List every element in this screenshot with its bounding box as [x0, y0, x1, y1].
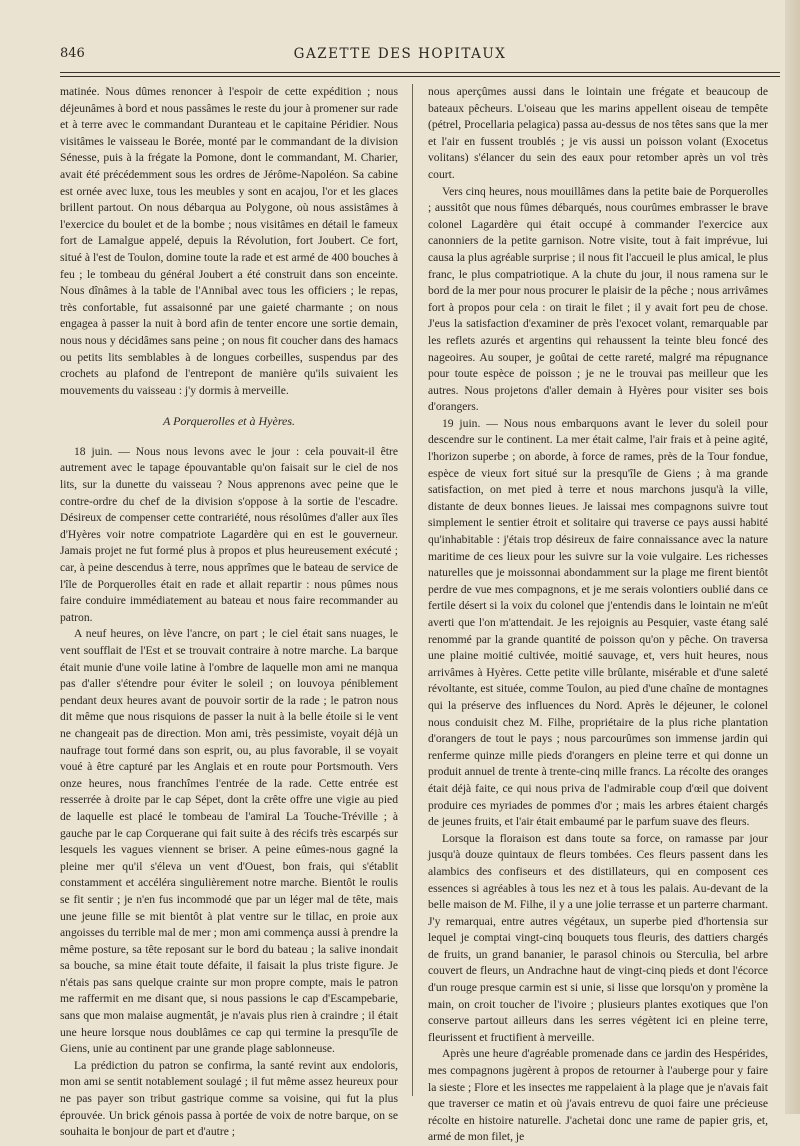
left-paragraph-2: 18 juin. — Nous nous levons avec le jour : cela pouvait-il être autrement avec le tapage épouvantable qu'on faisait sur le ciel de nos lits, sur la dunette du vaisseau ? Nous apprenons avec peine que le contre-ordre du chef de la division s'oppose à la sortie de l'escadre. Désireux de compenser cette contrariété, nous résolûmes d'aller aux îles d'Hyères voir notre compatriote Lagardère qui en est le gouverneur. Jamais projet ne fut formé plus à propos et plus heureusement exécuté ; car, à peine descendus à terre, nous apprîmes que le bateau de service de l'île de Porquerolles était en rade et allait repartir : nous pûmes nous faire conduire immédiatement au bateau et nous faire recommander au patron.: [60, 444, 398, 624]
header-rule-top: [60, 72, 780, 73]
right-paragraph-5: Après une heure d'agréable promenade dans ce jardin des Hespérides, mes compagnons jugèrent à propos de retourner à l'auberge pour y faire la sieste ; Flore et les insectes me rappelaient à la plage que je n'avais fait que traverser ce matin et où j'avais entrevu de quoi faire une précieuse récolte en histoire naturelle. J'achetai donc une rame de papier gris, et, armé de mon filet, je: [428, 1047, 768, 1144]
section-title: A Porquerolles et à Hyères.: [162, 414, 296, 429]
left-paragraph-4: La prédiction du patron se confirma, la santé revint aux endoloris, mon ami se sentit notablement soulagé ; il fut même assez heureux pour ne pas payer son tribut gastrique comme sa voisine, qui fut la plus éprouvée. Un brick génois passa à portée de voix de notre barque, on se souhaita le bonjour de part et d'autre ;: [60, 1058, 398, 1139]
page-number: 846: [60, 46, 85, 61]
right-column: [428, 84, 768, 1146]
running-head-title: GAZETTE DES HOPITAUX: [293, 46, 507, 62]
left-column: [60, 84, 398, 1141]
right-paragraph-3: 19 juin. — Nous nous embarquons avant le lever du soleil pour descendre sur le continent. La mer était calme, l'air frais et à peine agité, l'horizon superbe ; on aborde, à force de rames, près de la Tour fondue, espèce de vieux fort situé sur la presqu'île de Giens ; à ma grande satisfaction, on met pied à terre et nous marchons jusqu'à la ville, distante de deux bonnes lieues. Je laissai mes compagnons suivre tout simplement le sentier étroit et solitaire qui traverse ce pays aussi habité qu'inhabitable : j'étais trop désireux de faire connaissance avec la nature maritime de ces lieux pour les suivre sur la voie vulgaire. Les richesses naturelles que je moissonnai abondamment sur la plage me firent bientôt perdre de vue mes compagnons, et je me serais volontiers oublié dans ce fertile désert si la voix du colonel que j'entendis dans le lointain ne m'eût averti que l'on m'attendait. Je les rejoignis au Pesquier, vaste étang salé renommé par la grande quantité de poisson qu'on y pêche. On traversa une plaine moitié cultivée, moitié sauvage, et, vers huit heures, nous arrivâmes à Hyères. Cette petite ville brûlante, misérable et d'une saleté révoltante, est située, comme Toulon, au pied d'une chaîne de montagnes qui la préserve des influences du Nord. Après le déjeuner, le colonel nous conduisit chez M. Filhe, propriétaire de la plus riche plantation d'orangers de tout le pays ; nous parcourûmes son immense jardin qui renferme quinze mille pieds d'orangers en pleine terre et qui donne un produit annuel de trente à trente-cinq mille francs. La récolte des oranges était déjà faite, ce qui nous priva de l'admirable coup d'œil que doivent produire ces myriades de pommes d'or ; mais les arbres étaient chargés de jeunes fruits, et l'air était embaumé par le parfum suave des fleurs.: [428, 416, 768, 829]
header-rule-bottom: [60, 76, 780, 77]
column-divider: [412, 84, 413, 1096]
left-paragraph-1: matinée. Nous dûmes renoncer à l'espoir de cette expédition ; nous déjeunâmes à bord et nous passâmes le reste du jour à promener sur rade et à terre avec le commandant Duranteau et le capitaine Péridier. Nous visitâmes le vaisseau le Borée, monté par le commandant de la division Sénesse, puis à la frégate la Pomone, dont le commandant, M. Charier, avait été précédemment sous les ordres de Jérôme-Napoléon. Sa cabine est ornée avec luxe, tous les meubles y sont en acajou, l'or et les glaces brillent partout. On nous débarqua au Polygone, où nous assistâmes à l'exercice du boulet et de la bombe ; nous visitâmes en détail le fameux fort de Lamalgue appelé, depuis la Révolution, fort Joubert. Ce fort, situé à l'est de Toulon, domine toute la rade et est armé de 400 bouches à feu ; le tombeau du général Joubert a été construit dans son enceinte. Nous dînâmes à la table de l'Annibal avec tous les officiers ; le repas, très confortable, fut assaisonné par une gaieté charmante ; on nous engagea à passer la nuit à bord afin de tenter encore une sortie demain, nous nous y décidâmes sans peine ; on nous fit coucher dans des hamacs ou petits lits semblables à de longues corbeilles, suspendus par des crochets au plafond de l'entrepont de manière qu'ils suivaient les mouvements du vaisseau : j'y dormis à merveille.: [60, 85, 398, 397]
page-edge: [785, 0, 800, 1114]
left-paragraph-3: A neuf heures, on lève l'ancre, on part ; le ciel était sans nuages, le vent soufflait de l'Est et se trouvait contraire à notre marche. La barque était munie d'une voile latine à l'ombre de laquelle mon ami ne manqua pas d'aller s'étendre pour éviter le soleil ; on louvoya péniblement pendant deux heures avant de pouvoir sortir de la rade ; le patron nous dit même que nous risquions de passer la nuit à la belle étoile si le vent ne changeait pas de direction. Mon ami, très pessimiste, voyait déjà un naufrage tout formé dans son esprit, ou, au plus favorable, il se voyait voué à être capturé par les Anglais et en route pour Portsmouth. Vers onze heures, nous franchîmes l'entrée de la rade. Cette entrée est resserrée à droite par le cap Sépet, dont la crête offre une vigie au pied de laquelle est placé le tombeau de l'amiral La Touche-Tréville ; à gauche par le cap Corquerane qui fait suite à des récifs très escarpés sur lesquels les vagues viennent se briser. A peine eûmes-nous gagné la pleine mer qu'il s'éleva un vent d'Ouest, bon frais, qui s'établit constamment et accéléra singulièrement notre marche. Bientôt le roulis se fit sentir ; je n'en fus incommodé que par un léger mal de tête, mais une jeune fille se mit bientôt à plat ventre sur le tillac, en proie aux angoisses du terrible mal de mer ; mon ami commença aussi à prendre la même posture, sa tête reposant sur le bord du bateau ; la salive inondait sa bouche, sa mine était toute défaite, il faisait la plus triste figure. Je n'étais pas sans quelque crainte sur mon propre compte, mais le patron me raffermit en me disant que, si nous passions le cap d'Escampebarie, sans que mon malaise augmentât, je n'avais plus rien à craindre ; il était une heure lorsque nous doublâmes ce cap qui termine la presqu'île de Giens, unie au continent par une grande plage sablonneuse.: [60, 627, 398, 1056]
right-paragraph-2: Vers cinq heures, nous mouillâmes dans la petite baie de Porquerolles ; aussitôt que nous fûmes débarqués, nous courûmes embrasser le brave colonel Lagardère qui était occupé à commander l'exercice aux canonniers de la petite garnison. Notre visite, tout à fait imprévue, lui causa la plus agréable surprise ; il nous fit l'accueil le plus amical, le plus franc, le plus compatriotique. A la chute du jour, il nous ramena sur le bord de la mer pour nous procurer le plaisir de la pêche ; nous arrivâmes fort à propos pour cela : on tirait le filet ; il y avait fort peu de chose. J'eus la satisfaction d'examiner de près l'exocet volant, remarquable par les reflets azurés et argentins qui rehaussent la teinte bleu foncé des nageoires. Au souper, je goûtai de cette rareté, malgré ma répugnance pour toute espèce de poisson ; je ne le trouvai pas meilleur que les autres. Nous projetons d'aller demain à Hyères pour visiter ses bois d'orangers.: [428, 184, 768, 414]
right-paragraph-1: nous aperçûmes aussi dans le lointain une frégate et beaucoup de bateaux pêcheurs. L'oiseau que les marins appellent oiseau de tempête (pétrel, Procellaria pelagica) passa au-dessus de nos têtes sans que la mer et l'air en fussent troublés ; je vis aussi un poisson volant (Exocetus volitans) s'élancer du sein des eaux pour retomber après un vol très court.: [428, 85, 768, 181]
right-paragraph-4: Lorsque la floraison est dans toute sa force, on ramasse par jour jusqu'à douze quintaux de fleurs tombées. Ces fleurs passent dans les alambics des confiseurs et des distillateurs, qui en composent ces essences si agréables à tous les nez et à tous les palais. Au-devant de la belle maison de M. Filhe, il y a une jolie terrasse et un parterre charmant. J'y remarquai, entre autres végétaux, un superbe pied d'hortensia sur lequel je comptai vingt-cinq bouquets tous fleuris, des dattiers chargés de fruits, un grand bananier, le parasol chinois ou Sterculia, bel arbre couvert de fleurs, un Andrachne haut de vingt-cinq pieds et dont l'écorce d'un rouge presque carmin est si unie, si lisse que lorsqu'on y promène la main, on croit toucher de l'ivoire ; plusieurs plantes exotiques que l'on conserve partout ailleurs dans les serres végètent ici en pleine terre, fleurissent et fructifient à merveille.: [428, 831, 768, 1044]
